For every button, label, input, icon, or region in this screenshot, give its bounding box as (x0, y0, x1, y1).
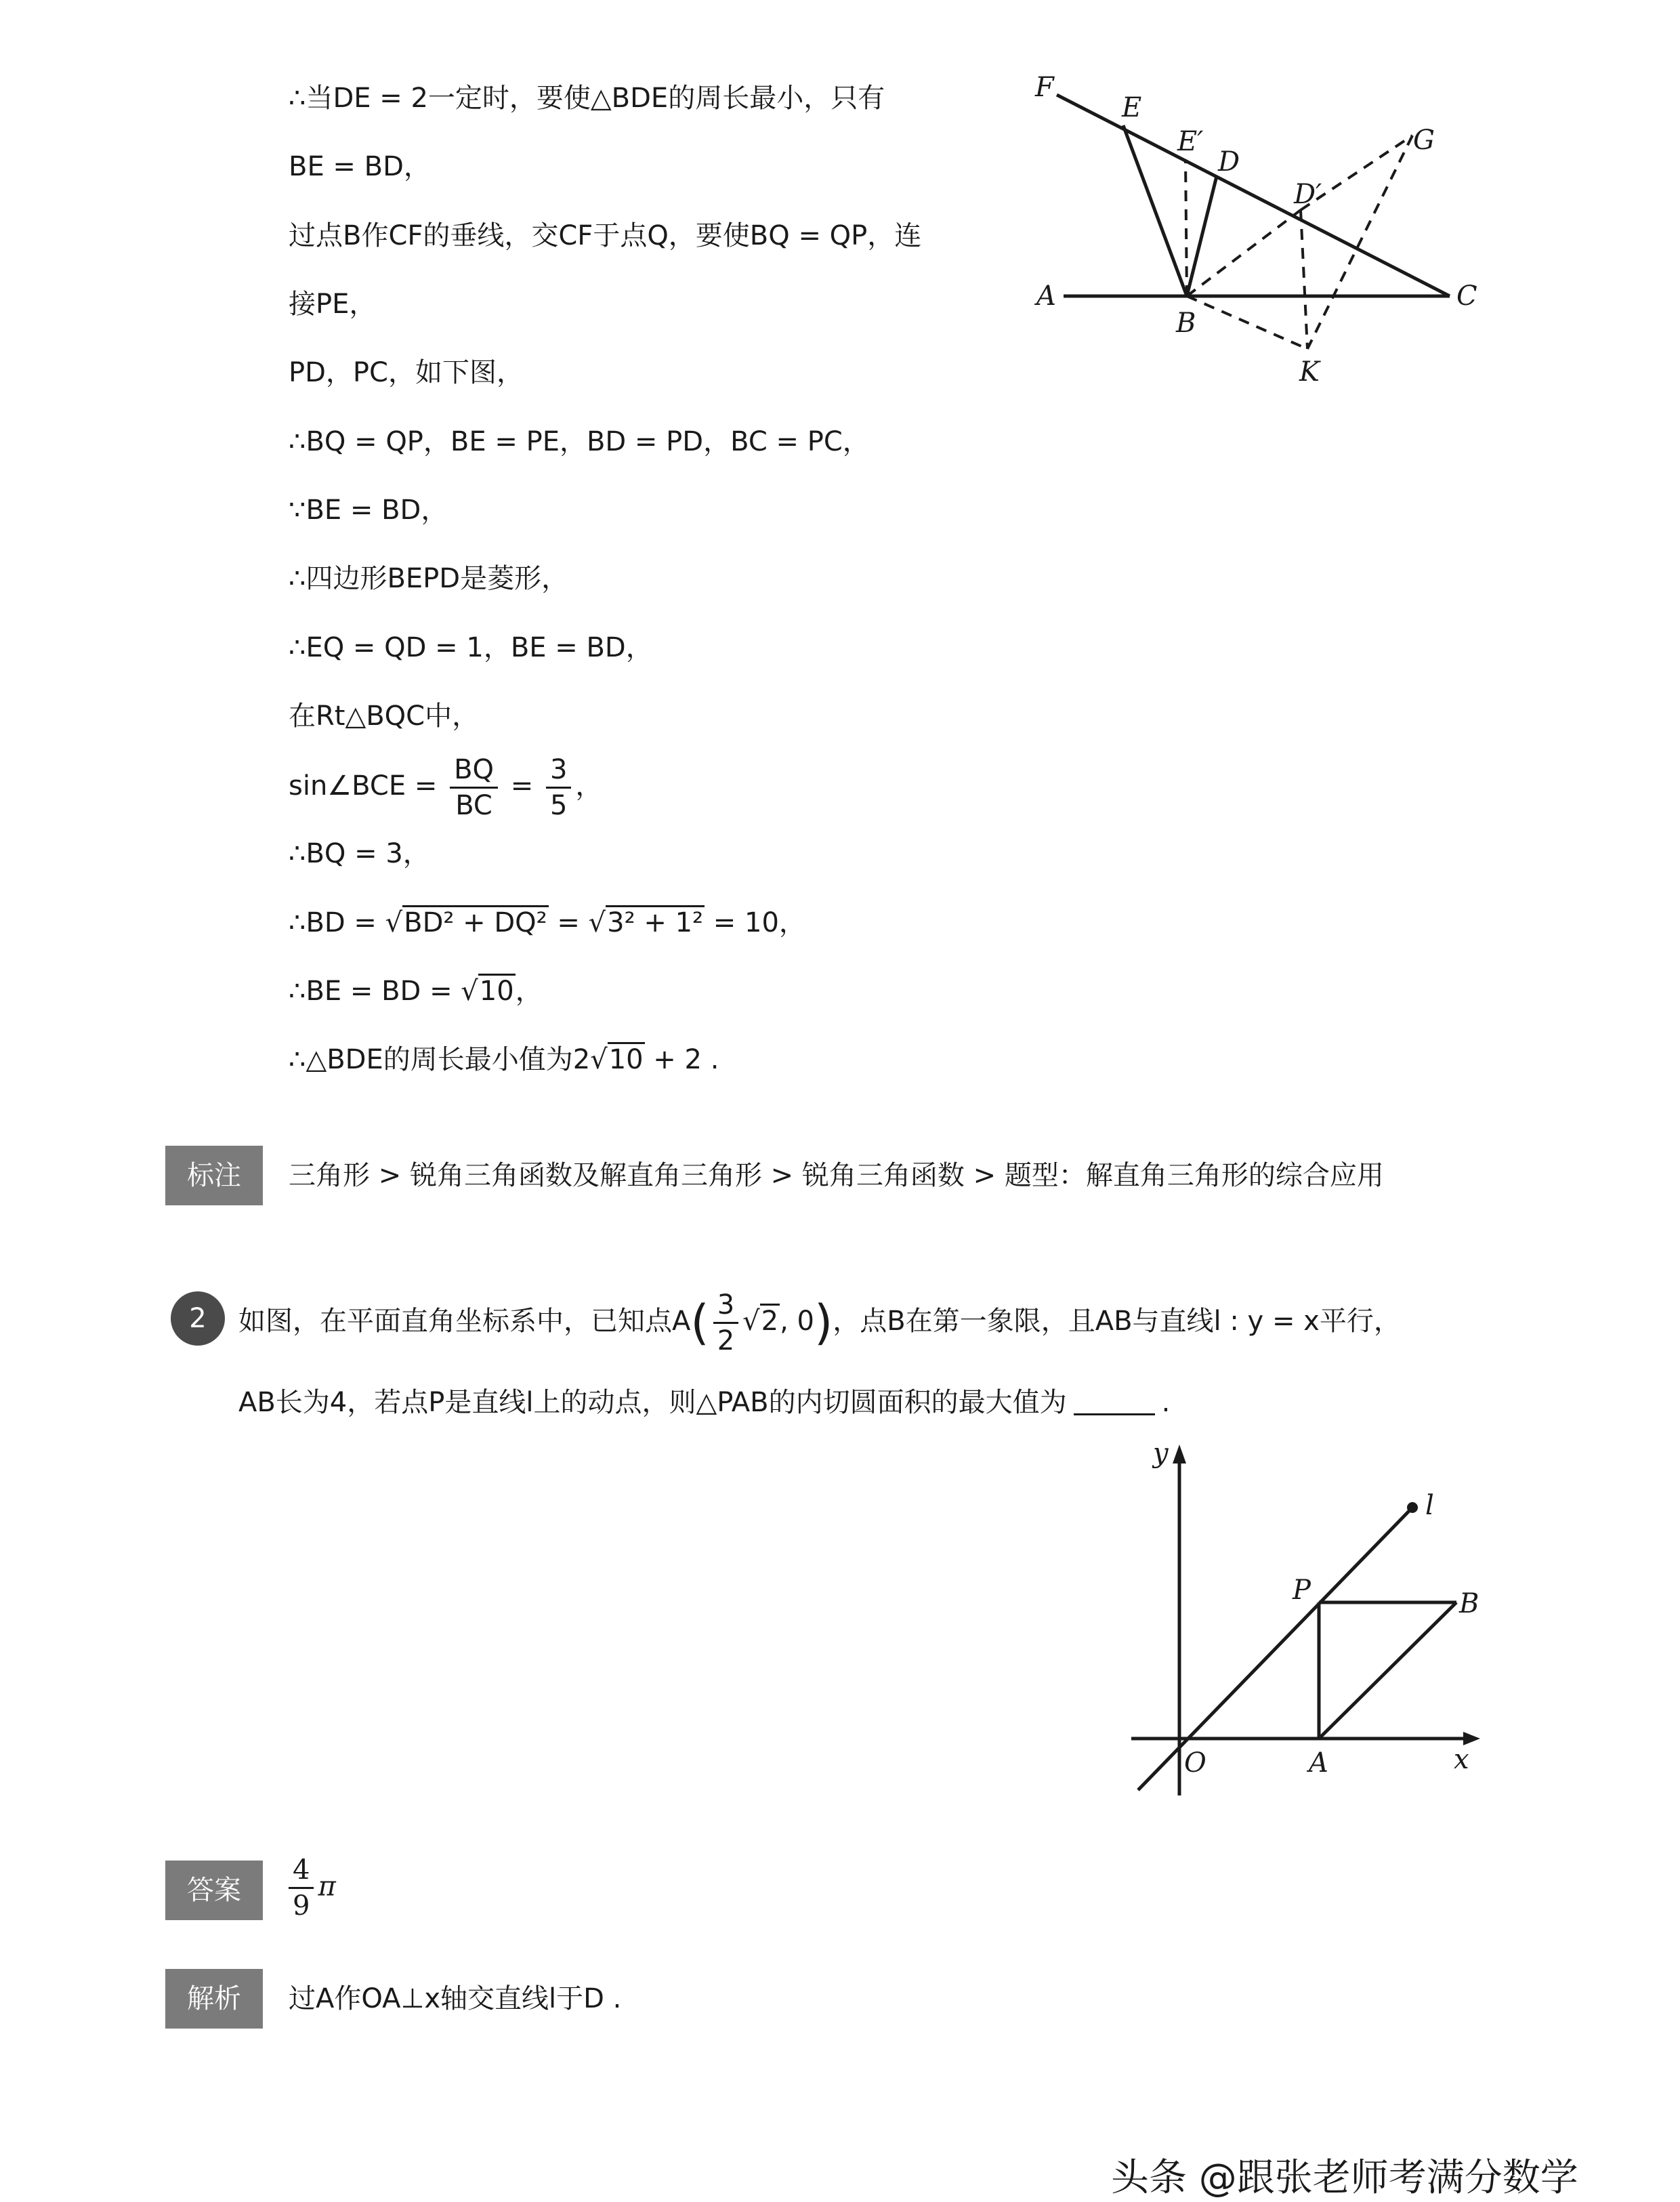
solution-line-2: BE = BD， (289, 151, 431, 182)
sqrt-1: √BD² + DQ² (385, 902, 549, 943)
label-E-prime: E′ (1177, 126, 1204, 157)
solution-line-7: ∵BE = BD， (289, 495, 448, 526)
solution-line-10: 在Rt△BQC中， (289, 701, 480, 732)
solution-line-4: 接PE， (289, 289, 377, 320)
fraction-denominator: 2 (717, 1325, 735, 1356)
solution-line-5: PD，PC，如下图， (289, 357, 524, 388)
fraction-numerator: BQ (450, 753, 498, 789)
bd-suffix: = 10， (705, 907, 806, 938)
question-text-a: 如图，在平面直角坐标系中，已知点A (238, 1306, 691, 1337)
sqrt-2: √2 (742, 1287, 780, 1355)
point-tail: , 0 (780, 1306, 814, 1337)
bq-line: ∴BQ = 3， (289, 838, 430, 869)
label-F: F (1035, 72, 1054, 103)
question-text-b: ，点B在第一象限，且AB与直线l : y = x平行， (833, 1306, 1401, 1337)
label-x: x (1454, 1744, 1469, 1775)
radicand: 2 (760, 1304, 780, 1337)
fraction-denominator: 5 (549, 789, 568, 821)
radicand: 3² + 1² (606, 905, 705, 938)
line-l-endpoint (1407, 1502, 1418, 1513)
paren-close: ) (814, 1295, 833, 1350)
label-B: B (1459, 1588, 1479, 1619)
radicand: 10 (608, 1042, 645, 1075)
answer-blank (1074, 1386, 1155, 1415)
paren-open: ( (690, 1295, 709, 1350)
label-K: K (1299, 356, 1320, 388)
label-D: D (1218, 146, 1240, 178)
sqrt-10: √10 (590, 1039, 644, 1080)
label-B: B (1176, 308, 1196, 339)
label-D-prime: D′ (1294, 179, 1322, 210)
bd-prefix: ∴BD = (289, 907, 385, 938)
tag-analysis: 解析 (165, 1969, 263, 2029)
fraction-denominator: BC (455, 789, 492, 821)
label-A: A (1309, 1747, 1328, 1779)
fraction-denominator: 9 (293, 1890, 310, 1921)
solution-line-8: ∴四边形BEPD是菱形， (289, 563, 569, 594)
question-number-badge: 2 (171, 1291, 225, 1346)
triangle-figure (1016, 68, 1517, 393)
segment-be2 (1185, 159, 1187, 296)
tag-annotation: 标注 (165, 1146, 263, 1205)
fraction-numerator: 3 (546, 753, 571, 789)
annotation-text: 三角形 > 锐角三角函数及解直角三角形 > 锐角三角函数 > 题型：解直角三角形的综合应用 (289, 1160, 1384, 1191)
sqrt-10: √10 (461, 971, 515, 1012)
y-axis-arrow-icon (1173, 1445, 1186, 1463)
segment-bd (1187, 176, 1217, 296)
fraction-3-2 (713, 1288, 738, 1358)
solution-line-3: 过点B作CF的垂线，交CF于点Q，要使BQ = QP，连 (289, 220, 922, 251)
label-C: C (1456, 281, 1477, 312)
sin-line (289, 752, 602, 823)
fraction-numerator: 4 (289, 1853, 314, 1889)
label-y: y (1153, 1438, 1169, 1469)
segment-gk (1307, 136, 1412, 349)
answer-value (289, 1853, 336, 1923)
fraction-3-5 (546, 753, 571, 823)
sin-prefix: sin∠BCE = (289, 770, 446, 802)
solution-line-9: ∴EQ = QD = 1，BE = BD， (289, 632, 653, 663)
equals-sign: = (548, 907, 589, 938)
perimeter-line (289, 1039, 719, 1080)
coordinate-figure (1111, 1436, 1490, 1802)
sin-suffix: ， (575, 770, 603, 802)
be-line (289, 971, 543, 1012)
answer-fraction (289, 1853, 314, 1923)
radicand: 10 (478, 974, 516, 1007)
fraction-bq-bc (450, 753, 498, 823)
equals-sign: = (502, 770, 542, 802)
x-axis-arrow-icon (1463, 1732, 1480, 1745)
label-E: E (1122, 92, 1142, 123)
sqrt-2: √3² + 1² (589, 902, 705, 943)
line-fc (1057, 95, 1450, 296)
segment-d2k (1301, 210, 1307, 349)
analysis-text: 过A作OA⊥x轴交直线l于D . (289, 1983, 622, 2014)
tag-answer: 答案 (165, 1861, 263, 1920)
question-text-d: . (1161, 1387, 1171, 1418)
question-line-1 (238, 1287, 1401, 1358)
radicand: BD² + DQ² (402, 905, 549, 938)
solution-line-1: ∴当DE = 2一定时，要使△BDE的周长最小，只有 (289, 83, 885, 114)
label-P: P (1293, 1575, 1311, 1606)
fraction-numerator: 3 (713, 1288, 738, 1324)
label-l: l (1425, 1490, 1434, 1521)
be-suffix: ， (515, 976, 543, 1007)
segment-ab (1319, 1602, 1456, 1739)
solution-line-6: ∴BQ = QP，BE = PE，BD = PD，BC = PC， (289, 426, 870, 457)
question-text-c: AB长为4，若点P是直线l上的动点，则△PAB的内切圆面积的最大值为 (238, 1387, 1067, 1418)
bd-line (289, 902, 806, 943)
label-G: G (1413, 125, 1435, 156)
question-line-2 (238, 1382, 1170, 1423)
watermark: 头条 @跟张老师考满分数学 (1111, 2156, 1578, 2200)
perimeter-prefix: ∴△BDE的周长最小值为2 (289, 1044, 591, 1075)
answer-pi: π (318, 1871, 336, 1903)
label-A: A (1036, 281, 1056, 312)
label-O: O (1184, 1747, 1206, 1779)
segment-bk (1187, 296, 1307, 349)
be-prefix: ∴BE = BD = (289, 976, 461, 1007)
perimeter-suffix: + 2 . (644, 1044, 719, 1075)
